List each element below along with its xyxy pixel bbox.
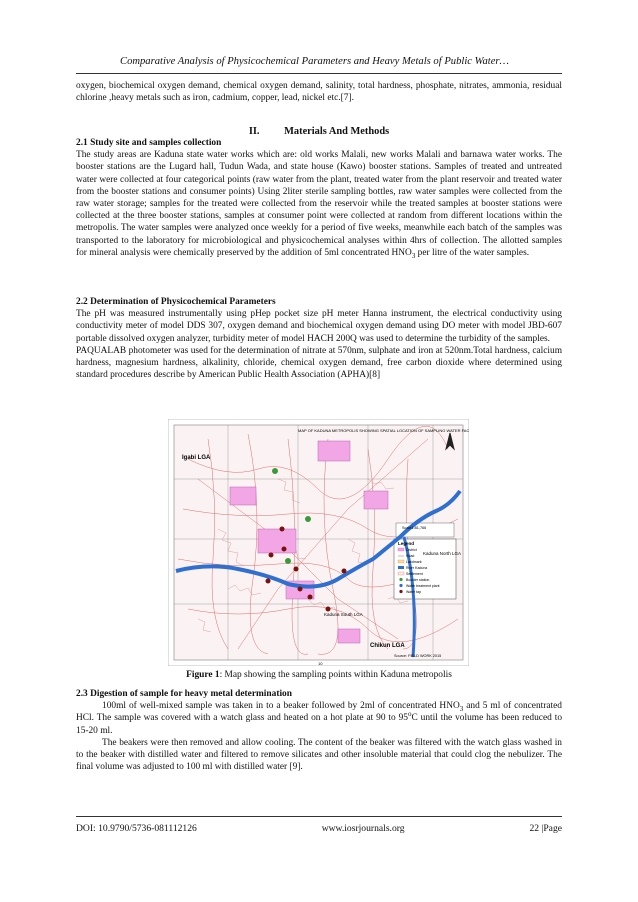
legend-item: Water tap	[406, 590, 422, 594]
subsection-para	[76, 700, 562, 737]
legend-swatch-booster	[399, 578, 402, 581]
subsection-heading: 2.2 Determination of Physicochemical Parameters	[76, 297, 276, 307]
booster-station-point	[285, 558, 291, 564]
legend-swatch-tap	[399, 590, 402, 593]
label-kaduna-south: Kaduna South LGA	[324, 612, 363, 617]
water-tap-point	[298, 587, 303, 592]
section-heading	[76, 126, 562, 137]
subscript: 3	[411, 251, 416, 260]
grid-label: 10	[318, 661, 323, 666]
legend-item: District	[406, 548, 417, 552]
legend-swatch-district	[398, 548, 404, 551]
water-tap-point	[326, 607, 331, 612]
body-text: The study areas are Kaduna state water works which are: old works Malali, new works Malali and barnawa water works. The booster stations are the Lugard hall, Tudun Wada, and state house (Kawo) booster stations. Samples of treated and untreated water were collected at four categorical points (raw water from the plant, treated water from the plant reservoir and treated water from the booster stations and consumer points) Using 2liter sterile sampling bottles, raw water samples were collected from the raw water storage; samples for the treated were collected from the reservoir while the treated samples at booster stations were collected at the three booster stations, samples at consumer point were collected at random from different locations within the metropolis. The water samples were analyzed once weekly for a period of five weeks, meanwhile each batch of the samples was transported to the laboratory for microbiological and physicochemical analyses within 4hrs of collection. The allotted samples for mineral analysis were chemically preserved by the addition of 5ml concentrated HNO	[76, 150, 562, 258]
section-2-1	[76, 137, 562, 259]
water-tap-point	[342, 569, 347, 574]
label-chikun-lga: Chikun LGA	[370, 643, 405, 649]
caption-label: Figure 1	[186, 670, 220, 680]
legend-swatch-settlement	[398, 572, 404, 575]
footer-page-number: 22 |Page	[529, 823, 562, 834]
footer-rule	[76, 816, 562, 817]
district-area	[338, 629, 360, 643]
figure-caption	[76, 670, 562, 680]
subsection-para: The beakers were then removed and allow cooling. The content of the beaker was filtered with the watch glass washed in to the beaker with distilled water and filtered to remove silicates and other insoluble material that could clog the nebulizer. The final volume was adjusted to 100 ml with distilled water [9].	[76, 737, 562, 773]
water-tap-point	[294, 567, 299, 572]
district-area	[364, 491, 388, 509]
district-area	[318, 441, 350, 461]
section-2-3	[76, 688, 562, 773]
page-footer	[76, 823, 562, 834]
map-title: MAP OF KADUNA METROPOLIS SHOWING SPATIAL LOCATION OF SAMPLING WATER FACILITIES	[298, 428, 469, 433]
legend-title: Legend	[398, 541, 415, 546]
map-image	[168, 419, 469, 666]
legend-swatch-river	[398, 566, 404, 569]
legend-item: Booster station	[406, 578, 430, 582]
legend-item: Road	[406, 554, 415, 558]
subscript: 3	[459, 705, 464, 714]
subsection-para: PAQUALAB photometer was used for the determination of nitrate at 570nm, sulphate and iron at 520nm.Total hardness, calcium hardness, magnesium hardness, alkalinity, chloride, chemical oxygen demand, free carbon dioxide where determined using standard procedures describe by American Public Health Association (APHA)[8]	[76, 345, 562, 381]
body-text: per litre of the water samples.	[415, 247, 530, 258]
header-rule	[76, 73, 562, 74]
subsection-para: The pH was measured instrumentally using pHep pocket size pH meter Hanna instrument, the electrical conductivity using conductivity meter of model DDS 307, oxygen demand and biochemical oxygen demand using DO meter with model JBD-607 portable dissolved oxygen analyzer, turbidity meter of model HACH 200Q was used to determine the turbidity of the samples.	[76, 309, 562, 344]
label-kaduna-north: Kaduna North LGA	[423, 551, 462, 556]
running-title: Comparative Analysis of Physicochemical Parameters and Heavy Metals of Public Water…	[120, 56, 509, 67]
section-number: II.	[248, 126, 260, 137]
intro-text: oxygen, biochemical oxygen demand, chemical oxygen demand, salinity, total hardness, phosphate, nitrates, ammonia, residual chlorine ,heavy metals such as iron, cadmium, copper, lead, nickel etc.[7].	[76, 81, 562, 104]
water-tap-point	[308, 595, 313, 600]
subsection-heading: 2.1 Study site and samples collection	[76, 138, 222, 148]
section-2-2	[76, 296, 562, 381]
district-area	[230, 487, 256, 505]
legend-item: River Kaduna	[406, 566, 428, 570]
water-tap-point	[269, 553, 274, 558]
map-source: Source: FIELD WORK 2015	[394, 654, 442, 658]
water-tap-point	[266, 579, 271, 584]
district-area	[258, 529, 296, 553]
legend-swatch-landmark	[398, 560, 404, 563]
footer-site-link[interactable]: www.iosrjournals.org	[321, 823, 405, 834]
footer-doi: DOI: 10.9790/5736-081112126	[76, 823, 197, 834]
intro-paragraph	[76, 80, 562, 104]
water-tap-point	[280, 527, 285, 532]
booster-station-point	[305, 516, 311, 522]
caption-text: : Map showing the sampling points within Kaduna metropolis	[219, 670, 452, 680]
superscript: o	[408, 710, 412, 719]
legend-item: Water treatment plant	[406, 584, 440, 588]
legend-item: Settlement	[406, 572, 423, 576]
booster-station-point	[272, 468, 278, 474]
body-text: 100ml of well-mixed sample was taken in to a beaker followed by 2ml of concentrated HNO	[102, 701, 460, 712]
subsection-heading: 2.3 Digestion of sample for heavy metal determination	[76, 689, 292, 699]
body-text: and 5 ml of concentrated HCl. The sample was covered with a watch glass and heated on a hot plate at 90 to 95	[76, 701, 562, 724]
subsection-body	[76, 149, 562, 259]
label-igabi-lga: Igabi LGA	[182, 455, 211, 461]
legend-item: Landmark	[406, 560, 422, 564]
map-figure	[168, 419, 469, 666]
legend-swatch-treatment	[399, 584, 402, 587]
section-title: Materials And Methods	[284, 126, 390, 137]
body-text: C until the volume has been reduced to 15-20 ml.	[76, 713, 563, 736]
map-scale: Scale1:81,766	[402, 526, 427, 530]
water-tap-point	[282, 547, 287, 552]
